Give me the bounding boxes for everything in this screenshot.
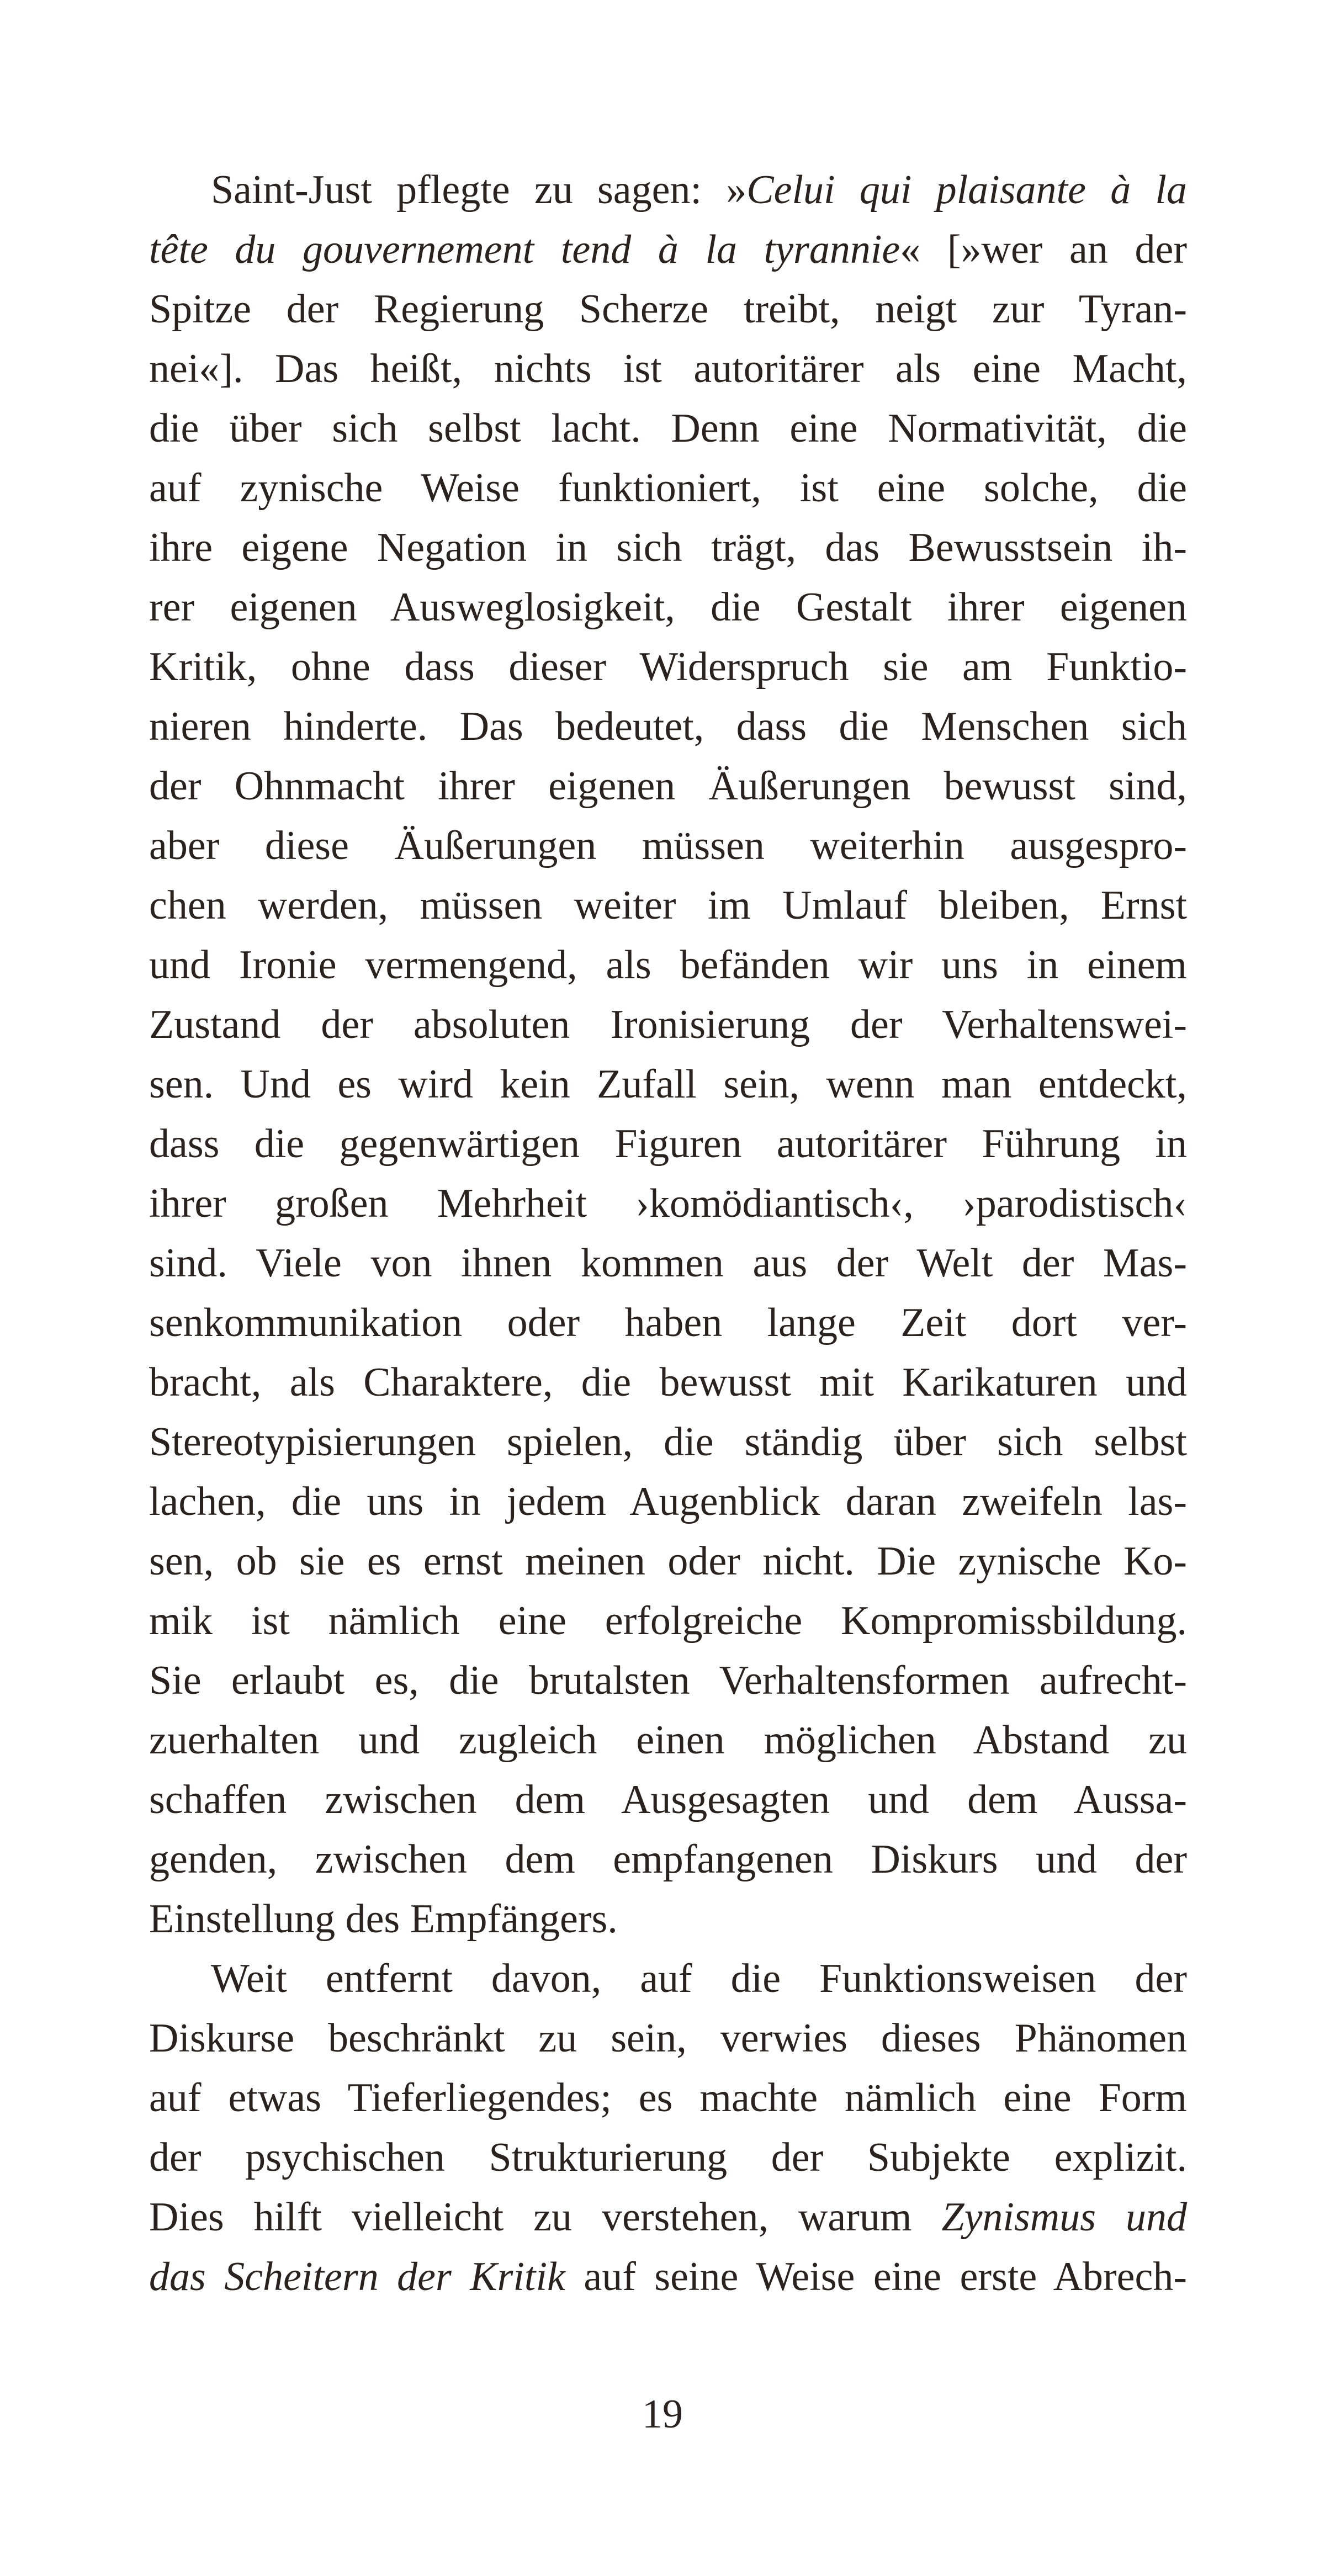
text-line — [149, 2187, 1187, 2247]
text-segment: Spitze der Regierung Scherze treibt, neigt zur Tyran- — [149, 287, 1187, 332]
text-line — [149, 816, 1187, 876]
text-segment: rer eigenen Ausweglosigkeit, die Gestalt ihrer eigenen — [149, 585, 1187, 630]
text-segment: Zustand der absoluten Ironisierung der Verhaltenswei- — [149, 1002, 1187, 1047]
text-line — [149, 637, 1187, 697]
text-segment: mik ist nämlich eine erfolgreiche Kompromissbildung. — [149, 1598, 1187, 1644]
text-line — [149, 2247, 1187, 2307]
text-line — [149, 1949, 1187, 2008]
text-segment: bracht, als Charaktere, die bewusst mit Karikaturen und — [149, 1360, 1187, 1405]
text-line — [149, 1591, 1187, 1651]
italic-text-segment: tête du gouvernement tend à la tyrannie — [149, 227, 900, 272]
text-segment: Sie erlaubt es, die brutalsten Verhaltensformen aufrecht- — [149, 1658, 1187, 1703]
text-segment: « [»wer an der — [900, 227, 1187, 272]
text-segment: nieren hinderte. Das bedeutet, dass die Menschen sich — [149, 704, 1187, 749]
text-segment: Einstellung des Empfängers. — [149, 1896, 618, 1942]
text-segment: Saint-Just pflegte zu sagen: » — [211, 167, 747, 213]
text-segment: senkommunikation oder haben lange Zeit dort ver- — [149, 1300, 1187, 1345]
text-segment: sen. Und es wird kein Zufall sein, wenn man entdeckt, — [149, 1062, 1187, 1107]
text-segment: auf seine Weise eine erste Abrech- — [565, 2254, 1187, 2299]
text-line — [149, 518, 1187, 577]
text-segment: nei«]. Das heißt, nichts ist autoritärer als eine Macht, — [149, 346, 1187, 391]
text-segment: lachen, die uns in jedem Augenblick daran zweifeln las- — [149, 1479, 1187, 1524]
text-line — [149, 1114, 1187, 1174]
italic-text-segment: Zynismus und — [941, 2195, 1187, 2240]
text-line — [149, 1770, 1187, 1830]
text-line — [149, 1353, 1187, 1412]
body-text — [149, 160, 1187, 2307]
text-segment: Kritik, ohne dass dieser Widerspruch sie am Funktio- — [149, 644, 1187, 690]
italic-text-segment: das Scheitern der Kritik — [149, 2254, 565, 2299]
text-line — [149, 1412, 1187, 1472]
text-line — [149, 1830, 1187, 1889]
text-line — [149, 458, 1187, 518]
page-number: 19 — [642, 2392, 683, 2437]
text-segment: der psychischen Strukturierung der Subjekte explizit. — [149, 2135, 1187, 2180]
text-segment: genden, zwischen dem empfangenen Diskurs und der — [149, 1837, 1187, 1882]
text-segment: der Ohnmacht ihrer eigenen Äußerungen bewusst sind, — [149, 764, 1187, 809]
text-segment: sind. Viele von ihnen kommen aus der Welt der Mas- — [149, 1241, 1187, 1286]
text-line — [149, 1054, 1187, 1114]
text-line — [149, 1293, 1187, 1353]
text-segment: Stereotypisierungen spielen, die ständig über sich selbst — [149, 1419, 1187, 1465]
text-line — [149, 1233, 1187, 1293]
text-line — [149, 279, 1187, 339]
text-segment: auf etwas Tieferliegendes; es machte nämlich eine Form — [149, 2075, 1187, 2121]
text-line — [149, 2008, 1187, 2068]
text-line — [149, 1531, 1187, 1591]
text-segment: dass die gegenwärtigen Figuren autoritärer Führung in — [149, 1121, 1187, 1167]
text-segment: schaffen zwischen dem Ausgesagten und dem Aussa- — [149, 1777, 1187, 1822]
text-line — [149, 756, 1187, 816]
text-line — [149, 2068, 1187, 2128]
text-segment: Dies hilft vielleicht zu verstehen, warum — [149, 2195, 942, 2240]
text-segment: die über sich selbst lacht. Denn eine Normativität, die — [149, 406, 1187, 451]
text-line — [149, 1174, 1187, 1233]
text-line — [149, 160, 1187, 220]
text-segment: zuerhalten und zugleich einen möglichen Abstand zu — [149, 1718, 1187, 1763]
text-segment: und Ironie vermengend, als befänden wir uns in einem — [149, 942, 1187, 988]
text-line — [149, 1472, 1187, 1531]
text-line — [149, 995, 1187, 1054]
text-segment: ihrer großen Mehrheit ›komödiantisch‹, ›parodistisch‹ — [149, 1181, 1187, 1226]
text-line — [149, 697, 1187, 756]
text-segment: sen, ob sie es ernst meinen oder nicht. Die zynische Ko- — [149, 1539, 1187, 1584]
text-segment: Diskurse beschränkt zu sein, verwies dieses Phänomen — [149, 2016, 1187, 2061]
text-segment: ihre eigene Negation in sich trägt, das Bewusstsein ih- — [149, 525, 1187, 570]
text-line — [149, 399, 1187, 458]
text-segment: auf zynische Weise funktioniert, ist eine solche, die — [149, 465, 1187, 511]
text-line — [149, 339, 1187, 399]
text-segment: aber diese Äußerungen müssen weiterhin ausgespro- — [149, 823, 1187, 868]
text-segment: Weit entfernt davon, auf die Funktionsweisen der — [211, 1956, 1187, 2001]
text-line — [149, 1651, 1187, 1710]
text-line — [149, 577, 1187, 637]
italic-text-segment: Celui qui plaisante à la — [746, 167, 1187, 213]
text-segment: chen werden, müssen weiter im Umlauf bleiben, Ernst — [149, 883, 1187, 928]
text-line — [149, 1889, 1187, 1949]
text-line — [149, 876, 1187, 935]
text-line — [149, 1710, 1187, 1770]
text-line — [149, 220, 1187, 279]
text-line — [149, 935, 1187, 995]
text-line — [149, 2128, 1187, 2187]
